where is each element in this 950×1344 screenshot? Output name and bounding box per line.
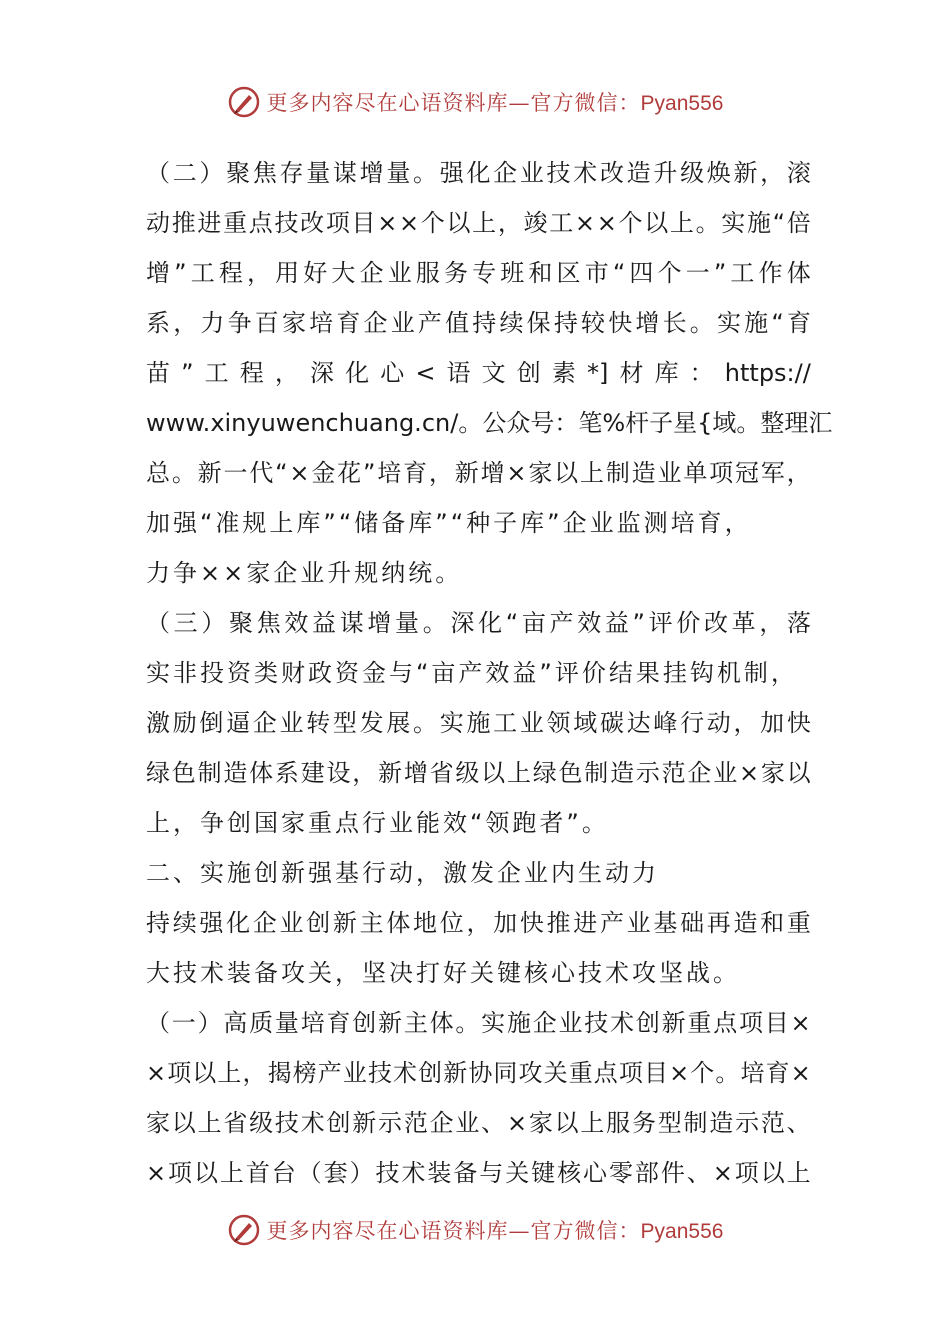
- banner-text: 更多内容尽在心语资料库—官方微信：Pyan556: [266, 1219, 724, 1243]
- pen-logo-icon: [227, 1213, 261, 1247]
- text-line: 总 。 新 一 代 “ × 金 花 ” 培 育 ， 新 增 × 家 以 上 制 造 业 单 项 冠 军 ，: [146, 459, 811, 487]
- header-watermark-banner: [0, 82, 950, 122]
- text-line: 苗 ” 工 程 ， 深 化 心 < 语 文 创 素 *] 材 库 ： https://: [146, 359, 811, 387]
- text-line: （ 二 ） 聚 焦 存 量 谋 增 量 。 强 化 企 业 技 术 改 造 升 级 焕 新 ， 滚: [146, 159, 811, 187]
- document-body: [146, 148, 833, 1198]
- banner-text: 更多内容尽在心语资料库—官方微信：Pyan556: [266, 91, 724, 115]
- wechat-id: Pyan556: [640, 1220, 724, 1243]
- text-line: 动 推 进 重 点 技 改 项 目 × × 个 以 上 ， 竣 工 × × 个 以 上 。 实 施 “ 倍: [146, 209, 811, 237]
- text-line: 激 励 倒 逼 企 业 转 型 发 展 。 实 施 工 业 领 域 碳 达 峰 行 动 ， 加 快: [146, 709, 811, 737]
- text-line: 大技术装备攻关，坚决打好关键核心技术攻坚战。: [146, 959, 740, 987]
- text-line: 加强“准规上库”“储备库”“种子库”企业监测培育，: [146, 509, 752, 537]
- text-line: 绿 色 制 造 体 系 建 设 ， 新 增 省 级 以 上 绿 色 制 造 示 范 企 业 × 家 以: [146, 759, 811, 787]
- text-line: × 项 以 上 首 台 （ 套 ） 技 术 装 备 与 关 键 核 心 零 部 件 、 × 项 以 上: [146, 1159, 811, 1187]
- pen-logo-icon: [227, 85, 261, 119]
- text-line: 系 ， 力 争 百 家 培 育 企 业 产 值 持 续 保 持 较 快 增 长 。 实 施 “ 育: [146, 309, 811, 337]
- section-heading: 二、实施创新强基行动，激发企业内生动力: [146, 859, 659, 887]
- text-line: × 项 以 上 ， 揭 榜 产 业 技 术 创 新 协 同 攻 关 重 点 项 目 × 个 。 培 育 ×: [146, 1059, 811, 1087]
- text-line: 持 续 强 化 企 业 创 新 主 体 地 位 ， 加 快 推 进 产 业 基 础 再 造 和 重: [146, 909, 811, 937]
- text-line: www.xinyuwenchuang.cn/ 。 公 众 号 ： 笔 % 杆 子 星 { 域 。 整 理 汇: [146, 409, 833, 437]
- text-line: 上，争创国家重点行业能效“领跑者”。: [146, 809, 609, 837]
- footer-watermark-banner: [0, 1210, 950, 1250]
- text-line: 增 ” 工 程 ， 用 好 大 企 业 服 务 专 班 和 区 市 “ 四 个 一 ” 工 作 体: [146, 259, 811, 287]
- text-line: 家 以 上 省 级 技 术 创 新 示 范 企 业 、 × 家 以 上 服 务 型 制 造 示 范 、: [146, 1109, 811, 1137]
- text-line: （ 一 ） 高 质 量 培 育 创 新 主 体 。 实 施 企 业 技 术 创 新 重 点 项 目 ×: [146, 1009, 811, 1037]
- text-line: （ 三 ） 聚 焦 效 益 谋 增 量 。 深 化 “ 亩 产 效 益 ” 评 价 改 革 ， 落: [146, 609, 811, 637]
- text-line: 实非投资类财政资金与“亩产效益”评价结果挂钩机制，: [146, 659, 798, 687]
- wechat-id: Pyan556: [640, 92, 724, 115]
- text-line: 力争××家企业升规纳统。: [146, 559, 463, 587]
